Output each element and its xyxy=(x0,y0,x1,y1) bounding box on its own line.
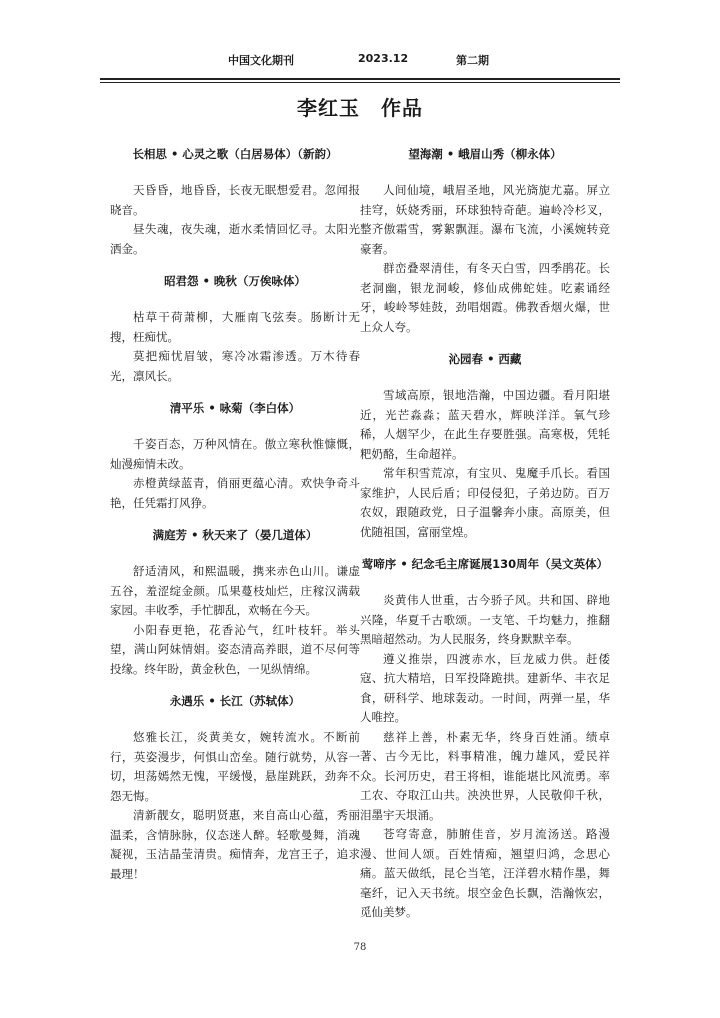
stanza: 群峦叠翠清佳，有冬天白雪，四季鹃花。长老洞幽，银龙洞峻，修仙成佛蛇娃。吃素诵经牙，峻岭琴娃鼓，劲唱烟霞。佛教香烟火爆，世上众人夸。 xyxy=(360,261,610,334)
poem-title: 满庭芳 • 秋天来了（晏几道体） xyxy=(152,528,318,542)
left-column xyxy=(110,132,360,884)
poem-title: 莺啼序 • 纪念毛主席诞展130周年（吴文英体） xyxy=(361,557,609,571)
stanza: 慈祥上善，朴素无华，终身百姓涌。绩卓著、古今无比，料事精准，魄力雄风，爱民祥众。长河历史，君王将相，谁能堪比风流勇。率工农、夺取江山共。泱泱世界，人民敬仰千秋，泪墨宇天垠涌。 xyxy=(360,729,610,822)
stanza: 枯草干荷萧柳，大雁南飞弦奏。肠断计无搜，枉痴忧。 xyxy=(110,310,360,344)
poem xyxy=(110,400,360,513)
stanza: 雪域高原，银地浩瀚，中国边疆。看月阳堪近，光芒淼淼；蓝天碧水，辉映洋洋。氧气珍稀，人烟罕少，在此生存要胜强。高寒极，凭牦粑奶酪，生命超祥。 xyxy=(360,388,610,461)
page-title: 李红玉 作品 xyxy=(297,96,423,120)
stanza: 小阳春更艳，花香沁气，红叶枝轩。举头望，满山阿妹情娟。姿态清高养眼，道不尽何等投缘。终年盼，黄金秋色，一见纵情绵。 xyxy=(110,622,360,676)
poem xyxy=(110,146,360,259)
poem xyxy=(110,527,360,679)
poem-title: 长相思 • 心灵之歌（白居易体）（新韵） xyxy=(132,147,338,161)
running-header xyxy=(100,52,620,72)
poem-title: 昭君怨 • 晚秋（万俟咏体） xyxy=(164,274,306,288)
header-rule-thin xyxy=(100,82,620,83)
stanza: 舒适清风，和熙温暖，携来赤色山川。谦虚五谷，羞涩绽金颜。瓜果蔓枝灿烂，庄稼汉满载家园。丰收季，手忙脚乱，欢畅在今天。 xyxy=(110,564,360,617)
stanza: 赤橙黄绿蓝青，俏丽更蕴心清。欢快争奇斗艳，任凭霜打风狰。 xyxy=(110,476,360,510)
poem xyxy=(110,693,360,884)
poem xyxy=(360,351,610,542)
issue-number: 第二期 xyxy=(456,54,489,67)
stanza: 人间仙境，峨眉圣地，风光旖旎尤嘉。屏立挂穹，妖娆秀丽，环球独特奇葩。遍岭冷杉叉，整齐傲霜雪，雾絮飘涯。瀑布飞流，小溪婉转竞豪奢。 xyxy=(360,183,610,256)
poem xyxy=(360,556,610,923)
poem-title: 永遇乐 • 长江（苏轼体） xyxy=(169,694,301,708)
stanza: 清新靓女，聪明贤惠，来自高山心蕴，秀丽温柔，含情脉脉，仪态迷人醉。轻歌曼舞，消魂凝视，玉洁晶莹清贵。痴情奔，龙宫王子，追求最理！ xyxy=(110,808,360,881)
poem-title: 沁园春 • 西藏 xyxy=(448,352,522,366)
poem xyxy=(360,146,610,337)
stanza: 天昏昏，地昏昏，长夜无眠想爱君。忽闻报晓音。 xyxy=(110,183,360,217)
journal-name: 中国文化期刊 xyxy=(228,54,294,67)
right-column xyxy=(360,132,610,923)
stanza: 遵义推崇，四渡赤水，巨龙威力供。赶倭寇、抗大精培，日军投降跪拱。建新华、丰衣足食，研科学、地球轰动。一时间，两弹一星，华人唯控。 xyxy=(360,651,610,724)
stanza: 苍穹寄意，肺腑佳音，岁月流汤送。路漫漫、世间人颂。百姓情痴，翘望归鸿，念思心痛。蓝天做纸，昆仑当笔，汪洋碧水精作墨，舞毫纤，记入天书统。垠空金色长飘，浩瀚恢宏，觅仙美梦。 xyxy=(360,827,610,919)
header-rule-thick xyxy=(100,78,620,80)
stanza: 昼失魂，夜失魂，逝水柔情回忆寻。太阳光洒金。 xyxy=(110,222,360,256)
stanza: 常年积雪荒凉，有宝贝、鬼魔手爪长。看国家维护，人民后盾；印侵侵犯，子弟边防。百万农奴，跟随政党，日子温馨奔小康。高原美，但优随祖国，富丽堂煌。 xyxy=(360,466,610,539)
poem-title: 清平乐 • 咏菊（李白体） xyxy=(169,401,301,415)
issue-date: 2023.12 xyxy=(358,52,409,65)
stanza: 炎黄伟人世重，古今骄子风。共和国、辟地兴隆，华夏千古歌颂。一支笔、千均魅力，推翻黑暗超然动。为人民服务，终身默默辛奉。 xyxy=(360,593,610,646)
stanza: 莫把痴忧眉皱，寒冷冰霜渗透。万木待春光，凛风长。 xyxy=(110,349,360,383)
stanza: 千姿百态，万种风情在。傲立寒秋惟慷慨，灿漫痴情未改。 xyxy=(110,437,360,471)
stanza: 悠雅长江，炎黄美女，婉转流水。不断前行，英姿漫步，何惧山峦垒。随行就势，从容一切，坦荡嫣然无愧，平缓慢，悬崖跳跃，劲奔不怨无悔。 xyxy=(110,730,360,803)
page-number: 78 xyxy=(353,942,367,953)
poem-title: 望海潮 • 峨眉山秀（柳永体） xyxy=(408,147,562,161)
poem xyxy=(110,273,360,386)
